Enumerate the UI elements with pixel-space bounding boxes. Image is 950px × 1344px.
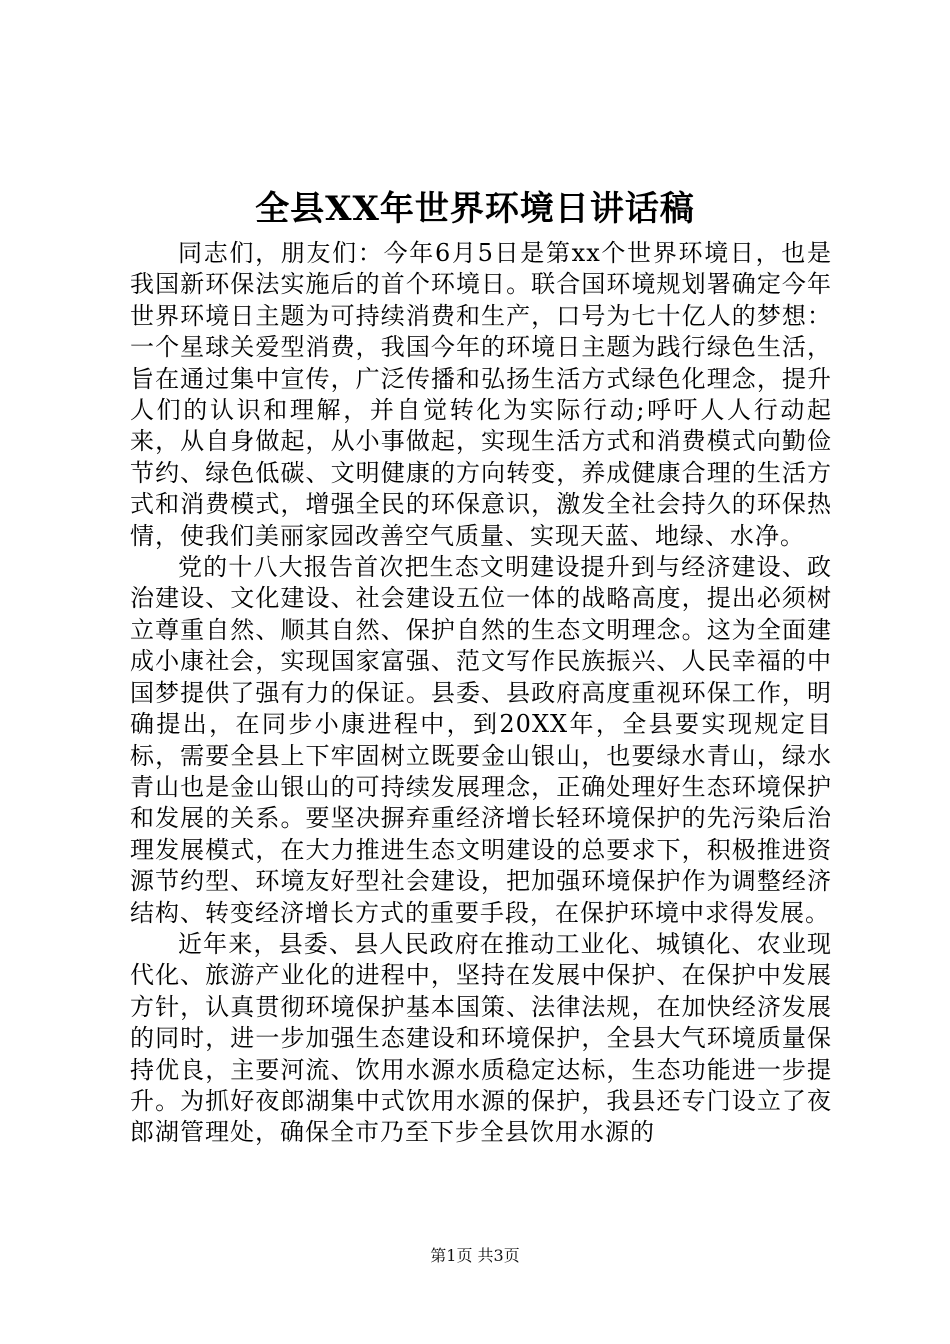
page-number-footer: 第1页 共3页 <box>430 1246 520 1265</box>
body-paragraph-3: 近年来，县委、县人民政府在推动工业化、城镇化、农业现代化、旅游产业化的进程中，坚持在发展中保护、在保护中发展方针，认真贯彻环境保护基本国策、法律法规，在加快经济发展的同时，进一步加强生态建设和环境保护，全县大气环境质量保持优良，主要河流、饮用水源水质稳定达标，生态功能进一步提升。为抓好夜郎湖集中式饮用水源的保护，我县还专门设立了夜郎湖管理处，确保全市乃至下步全县饮用水源的 <box>130 929 832 1147</box>
body-paragraph-1: 同志们，朋友们：今年6月5日是第xx个世界环境日，也是我国新环保法实施后的首个环境日。联合国环境规划署确定今年世界环境日主题为可持续消费和生产，口号为七十亿人的梦想：一个星球关爱型消费，我国今年的环境日主题为践行绿色生活，旨在通过集中宣传，广泛传播和弘扬生活方式绿色化理念，提升人们的认识和理解，并自觉转化为实际行动;呼吁人人行动起来，从自身做起，从小事做起，实现生活方式和消费模式向勤俭节约、绿色低碳、文明健康的方向转变，养成健康合理的生活方式和消费模式，增强全民的环保意识，激发全社会持久的环保热情，使我们美丽家园改善空气质量、实现天蓝、地绿、水净。 <box>130 239 832 550</box>
body-paragraph-2: 党的十八大报告首次把生态文明建设提升到与经济建设、政治建设、文化建设、社会建设五位一体的战略高度，提出必须树立尊重自然、顺其自然、保护自然的生态文明理念。这为全面建成小康社会，实现国家富强、范文写作民族振兴、人民幸福的中国梦提供了强有力的保证。县委、县政府高度重视环保工作，明确提出，在同步小康进程中，到20XX年，全县要实现规定目标，需要全县上下牢固树立既要金山银山，也要绿水青山，绿水青山也是金山银山的可持续发展理念，正确处理好生态环境保护和发展的关系。要坚决摒弃重经济增长轻环境保护的先污染后治理发展模式，在大力推进生态文明建设的总要求下，积极推进资源节约型、环境友好型社会建设，把加强环境保护作为调整经济结构、转变经济增长方式的重要手段，在保护环境中求得发展。 <box>130 553 832 927</box>
document-body <box>130 238 832 1149</box>
document-title: 全县XX年世界环境日讲话稿 <box>255 189 695 229</box>
